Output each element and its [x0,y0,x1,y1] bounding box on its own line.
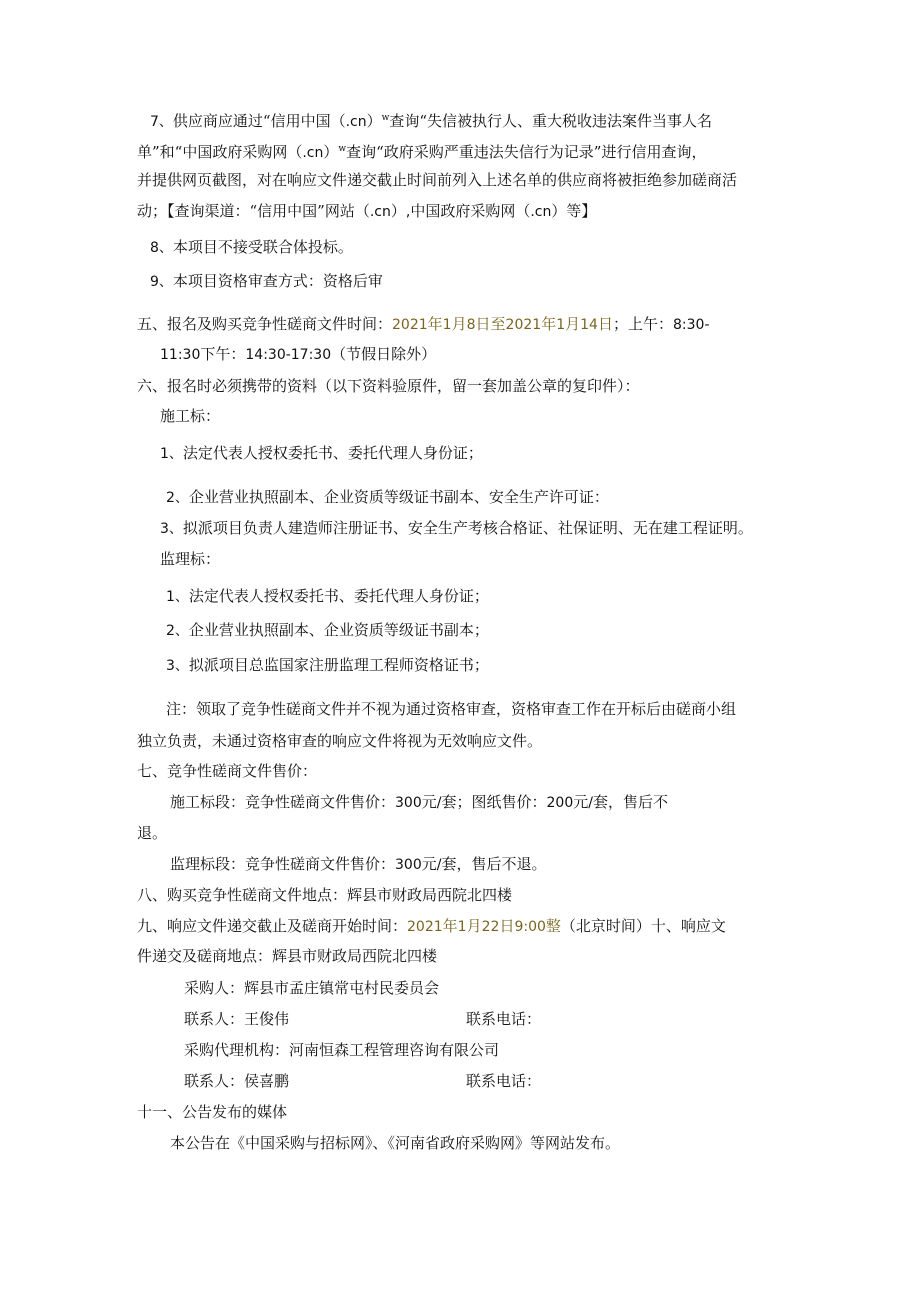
purchaser-contact: 联系人：王俊伟 [184,1010,290,1028]
construction-price-cont: 退。 [137,824,168,842]
section-11-text: 本公告在《中国采购与招标网》、《河南省政府采购网》等网站发布。 [170,1134,621,1152]
section-7-title: 七、竞争性磋商文件售价： [137,762,318,780]
construction-item-3: 3、拟派项目负责人建造师注册证书、安全生产考核合格证、社保证明、无在建工程证明。 [160,519,753,537]
section-11-title: 十一、公告发布的媒体 [137,1103,288,1121]
section-8: 八、购买竞争性磋商文件地点：辉县市财政局西院北四楼 [137,886,513,904]
supervision-label: 监理标： [160,550,221,568]
purchaser: 采购人：辉县市孟庄镇常屯村民委员会 [184,979,440,997]
purchaser-phone: 联系电话： [466,1010,542,1028]
note-line-2: 独立负责，未通过资格审查的响应文件将视为无效响应文件。 [137,732,543,750]
note-line-1: 注：领取了竞争性磋商文件并不视为通过资格审查，资格审查工作在开标后由磋商小组 [166,700,737,718]
section-6-title: 六、报名时必须携带的资料（以下资料验原件，留一套加盖公章的复印件）： [137,377,640,395]
purchaser-contact-row [184,1009,289,1029]
item-7-line-3: 并提供网页截图，对在响应文件递交截止时间前列入上述名单的供应商将被拒绝参加磋商活 [137,171,738,189]
item-7-line-1: 7、供应商应通过“信用中国$(.cn)^w$查询“失信被执行人、重大税收违法案件当事人名 [150,112,713,130]
item-8: 8、本项目不接受联合体投标。 [150,238,353,256]
supervision-item-3: 3、拟派项目总监国家注册监理工程师资格证书； [166,656,489,674]
construction-label: 施工标： [160,407,221,425]
section-9-line-1: 九、响应文件递交截止及磋商开始时间：2021年1月22日9:00整（北京时间）十、响应文 [137,917,726,935]
section-5-line-1: 五、报名及购买竞争性磋商文件时间：2021年1月8日至2021年1月14日；上午：8:30- [137,315,710,333]
agency-phone: 联系电话： [466,1072,542,1090]
item-7-line-2: 单”和“中国政府采购网$(.cn)^w$查询“政府采购严重违法失信行为记录”进行信用查询， [137,143,707,161]
agency: 采购代理机构：河南恒森工程管理咨询有限公司 [184,1041,500,1059]
agency-contact: 联系人：侯喜鹏 [184,1072,290,1090]
construction-item-1: 1、法定代表人授权委托书、委托代理人身份证； [160,444,483,462]
construction-price: 施工标段：竞争性磋商文件售价：300元/套；图纸售价：200元/套，售后不 [170,793,668,811]
item-7-line-4: 动；【查询渠道：“信用中国”网站（.cn）,中国政府采购网（.cn）等】 [137,202,597,220]
item-9: 9、本项目资格审查方式：资格后审 [150,272,383,290]
section-5-line-2: 11:30下午：14:30-17:30（节假日除外） [160,345,437,363]
supervision-item-2: 2、企业营业执照副本、企业资质等级证书副本； [166,621,489,639]
section-10-line: 件递交及磋商地点：辉县市财政局西院北四楼 [137,947,438,965]
construction-item-2: 2、企业营业执照副本、企业资质等级证书副本、安全生产许可证： [166,488,609,506]
supervision-item-1: 1、法定代表人授权委托书、委托代理人身份证； [166,587,489,605]
supervision-price: 监理标段：竞争性磋商文件售价：300元/套，售后不退。 [170,855,547,873]
